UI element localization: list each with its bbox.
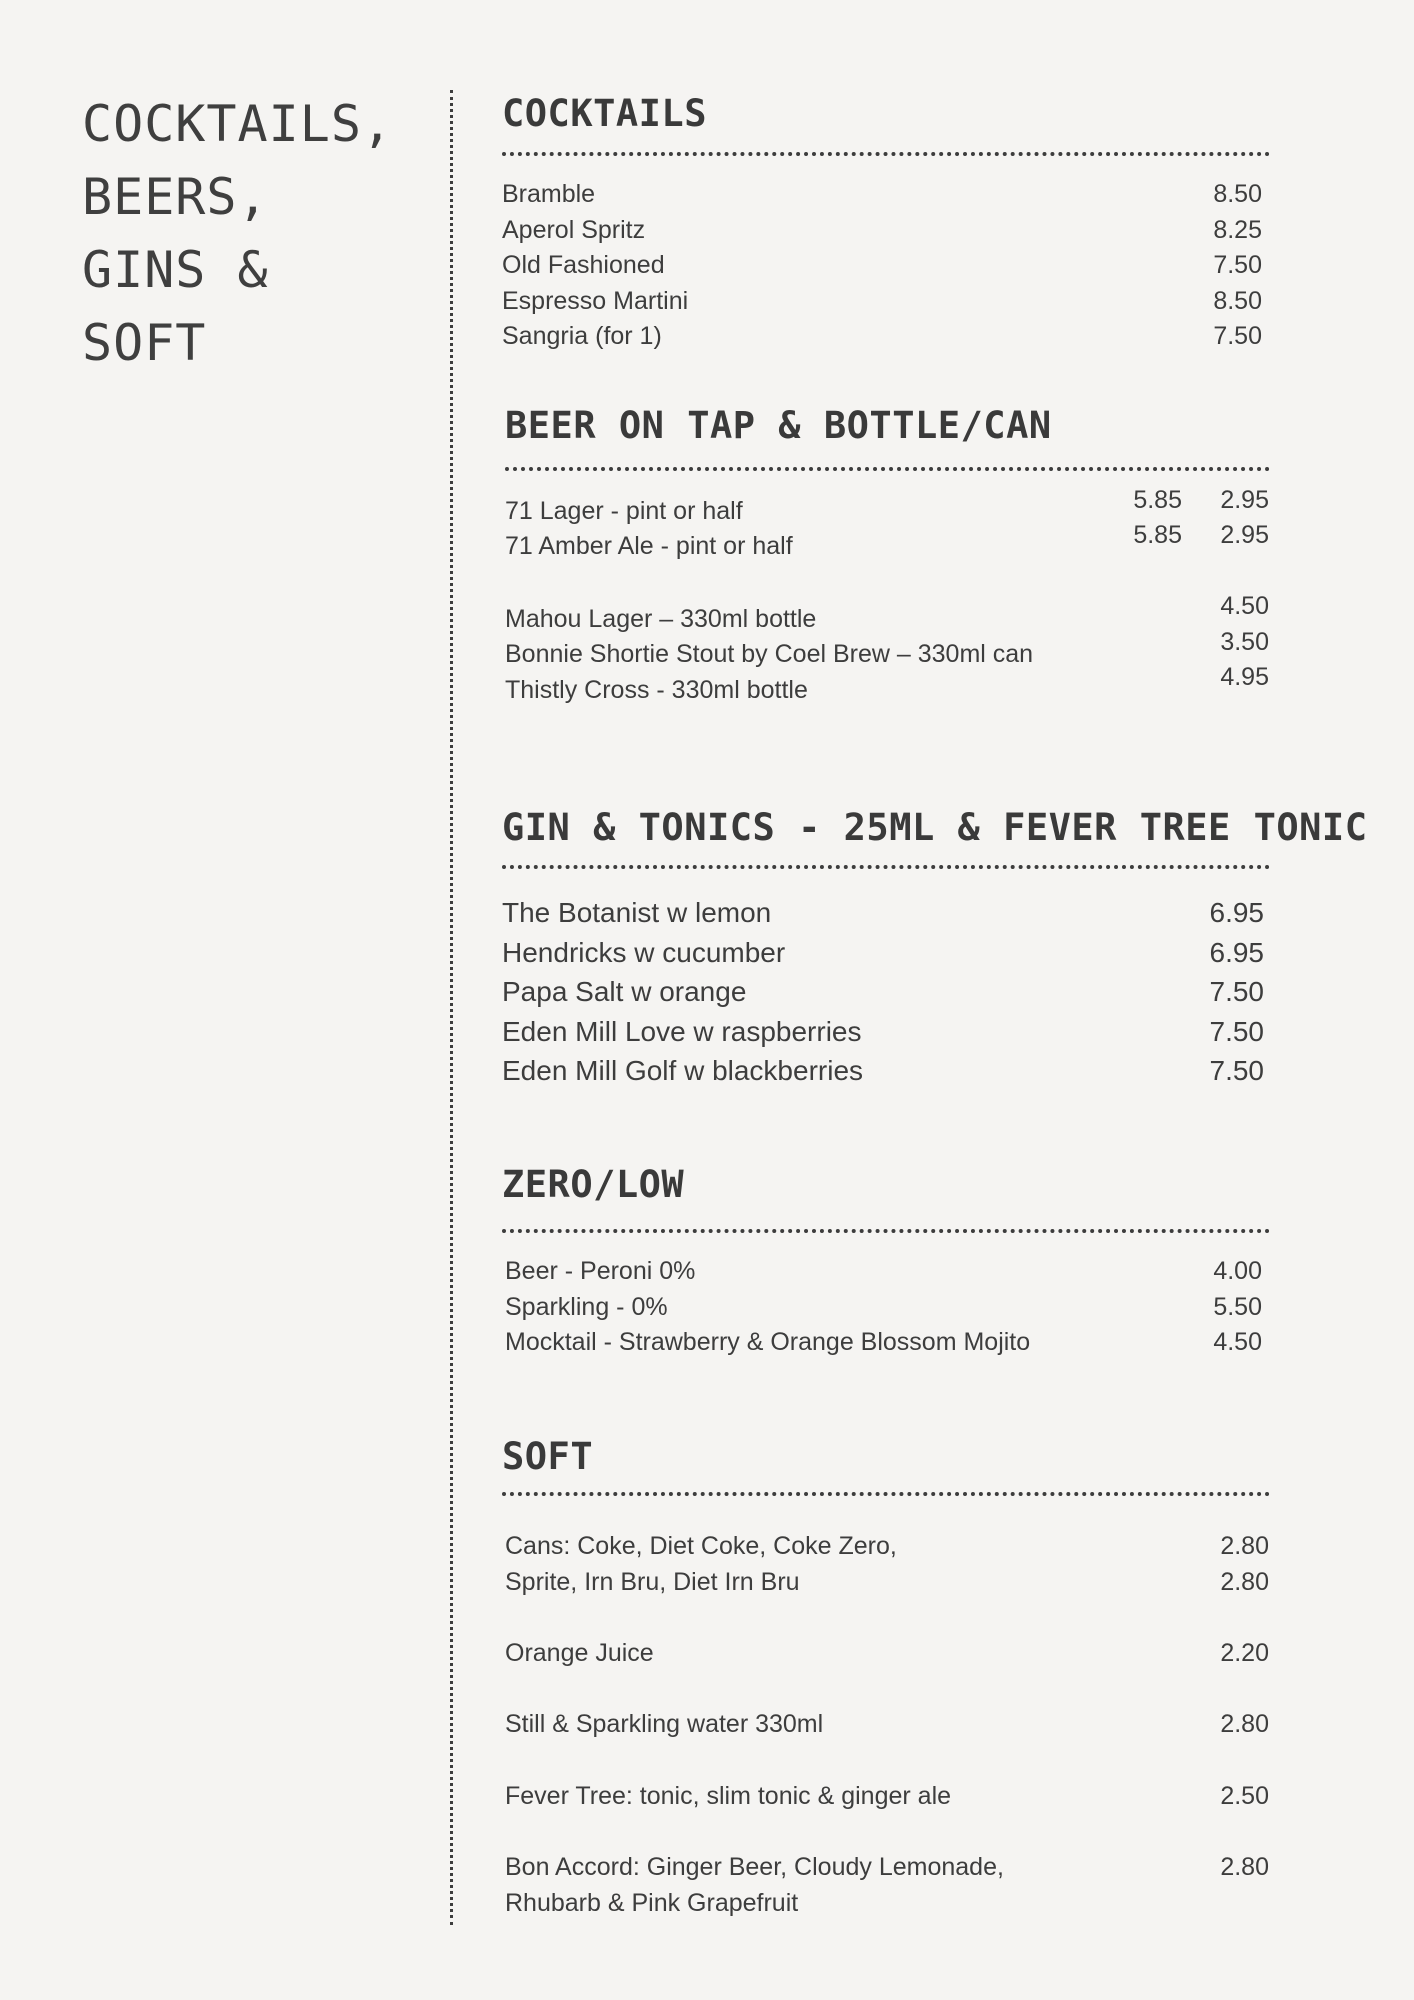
zero-list bbox=[505, 1257, 1270, 1364]
zero-heading: ZERO/LOW bbox=[502, 1163, 685, 1206]
item-price: 7.50 bbox=[1209, 1015, 1264, 1047]
gin-list bbox=[502, 897, 1270, 1095]
item-price: 2.80 bbox=[1220, 1532, 1269, 1560]
item-price: 7.50 bbox=[1213, 322, 1262, 350]
item-price: 5.50 bbox=[1213, 1292, 1262, 1321]
item-name: Bonnie Shortie Stout by Coel Brew – 330ml can bbox=[505, 640, 1034, 668]
beer-heading: BEER ON TAP & BOTTLE/CAN bbox=[505, 404, 1052, 447]
item-price: 3.50 bbox=[1220, 628, 1269, 656]
item-name: Bon Accord: Ginger Beer, Cloudy Lemonade, bbox=[505, 1853, 1004, 1881]
page-title-line: BEERS, bbox=[82, 168, 269, 226]
list-item bbox=[505, 1293, 1270, 1329]
item-name: Sparkling - 0% bbox=[505, 1292, 668, 1321]
item-name: Orange Juice bbox=[505, 1639, 654, 1667]
item-name: Cans: Coke, Diet Coke, Coke Zero, bbox=[505, 1532, 897, 1560]
item-name: Beer - Peroni 0% bbox=[505, 1257, 696, 1285]
item-name: Sprite, Irn Bru, Diet Irn Bru bbox=[505, 1568, 800, 1596]
item-name: Aperol Spritz bbox=[502, 215, 646, 244]
zero-rule bbox=[502, 1229, 1270, 1233]
item-price: 8.50 bbox=[1213, 180, 1262, 208]
item-price: 7.50 bbox=[1209, 1055, 1264, 1086]
item-name: Old Fashioned bbox=[502, 251, 665, 279]
item-name: 71 Lager - pint or half bbox=[505, 497, 743, 525]
item-price: 4.50 bbox=[1220, 592, 1269, 620]
item-name: Sangria (for 1) bbox=[502, 322, 662, 350]
item-price: 4.00 bbox=[1213, 1257, 1262, 1285]
item-name: The Botanist w lemon bbox=[502, 897, 772, 928]
soft-section bbox=[502, 1435, 1272, 1478]
item-price: 4.95 bbox=[1220, 663, 1269, 691]
list-item bbox=[505, 1328, 1270, 1364]
item-name: Mahou Lager – 330ml bottle bbox=[505, 605, 817, 633]
cocktails-heading: COCKTAILS bbox=[502, 92, 707, 135]
list-item bbox=[502, 322, 1270, 358]
list-item bbox=[502, 251, 1270, 287]
list-item bbox=[502, 1055, 1270, 1095]
gin-heading: GIN & TONICS - 25ML & FEVER TREE TONIC bbox=[502, 806, 1368, 849]
cocktails-list bbox=[502, 180, 1270, 358]
list-item bbox=[502, 976, 1270, 1016]
item-price-half: 2.95 bbox=[1220, 486, 1269, 514]
item-name: Still & Sparkling water 330ml bbox=[505, 1710, 824, 1738]
page-title-line: COCKTAILS, bbox=[82, 95, 394, 153]
list-item bbox=[502, 180, 1270, 216]
item-name: Eden Mill Love w raspberries bbox=[502, 1015, 862, 1047]
list-item bbox=[505, 1257, 1270, 1293]
item-price: 6.95 bbox=[1209, 936, 1264, 968]
cocktails-rule bbox=[502, 152, 1270, 156]
item-name: Fever Tree: tonic, slim tonic & ginger ale bbox=[505, 1782, 952, 1810]
list-item bbox=[502, 937, 1270, 977]
item-price: 8.25 bbox=[1213, 215, 1262, 244]
item-name: Eden Mill Golf w blackberries bbox=[502, 1055, 864, 1086]
item-price: 6.95 bbox=[1209, 897, 1264, 928]
item-name: Rhubarb & Pink Grapefruit bbox=[505, 1889, 799, 1917]
item-price-half: 2.95 bbox=[1220, 521, 1269, 549]
gin-section bbox=[502, 806, 1368, 849]
item-price: 2.80 bbox=[1220, 1568, 1269, 1596]
item-price: 4.50 bbox=[1213, 1328, 1262, 1356]
gin-rule bbox=[502, 865, 1270, 869]
item-price: 8.50 bbox=[1213, 286, 1262, 315]
item-name: Mocktail - Strawberry & Orange Blossom Mojito bbox=[505, 1328, 1031, 1356]
item-price: 2.20 bbox=[1220, 1639, 1269, 1667]
soft-heading: SOFT bbox=[502, 1435, 594, 1478]
page-title-line: SOFT bbox=[82, 314, 207, 372]
item-price: 7.50 bbox=[1213, 251, 1262, 279]
beer-rule bbox=[505, 467, 1270, 471]
list-item bbox=[502, 216, 1270, 252]
item-price-pint: 5.85 bbox=[1133, 486, 1182, 514]
item-price: 2.50 bbox=[1220, 1782, 1269, 1810]
item-name: Espresso Martini bbox=[502, 286, 689, 315]
item-name: 71 Amber Ale - pint or half bbox=[505, 532, 793, 560]
cocktails-section bbox=[502, 92, 1272, 135]
item-name: Bramble bbox=[502, 180, 596, 208]
item-price-pint: 5.85 bbox=[1133, 521, 1182, 549]
vertical-dotted-divider bbox=[450, 90, 453, 1925]
list-item bbox=[502, 897, 1270, 937]
list-item bbox=[502, 287, 1270, 323]
page-title-line: GINS & bbox=[82, 241, 269, 299]
item-name: Hendricks w cucumber bbox=[502, 936, 786, 968]
soft-rule bbox=[502, 1492, 1270, 1496]
item-name: Papa Salt w orange bbox=[502, 976, 747, 1007]
item-price: 7.50 bbox=[1209, 976, 1264, 1007]
item-price: 2.80 bbox=[1220, 1853, 1269, 1881]
page-title bbox=[82, 88, 393, 380]
item-price: 2.80 bbox=[1220, 1710, 1269, 1738]
item-name: Thistly Cross - 330ml bottle bbox=[505, 676, 808, 704]
list-item bbox=[502, 1016, 1270, 1056]
beer-section bbox=[505, 404, 1275, 447]
zero-section bbox=[502, 1163, 1272, 1206]
